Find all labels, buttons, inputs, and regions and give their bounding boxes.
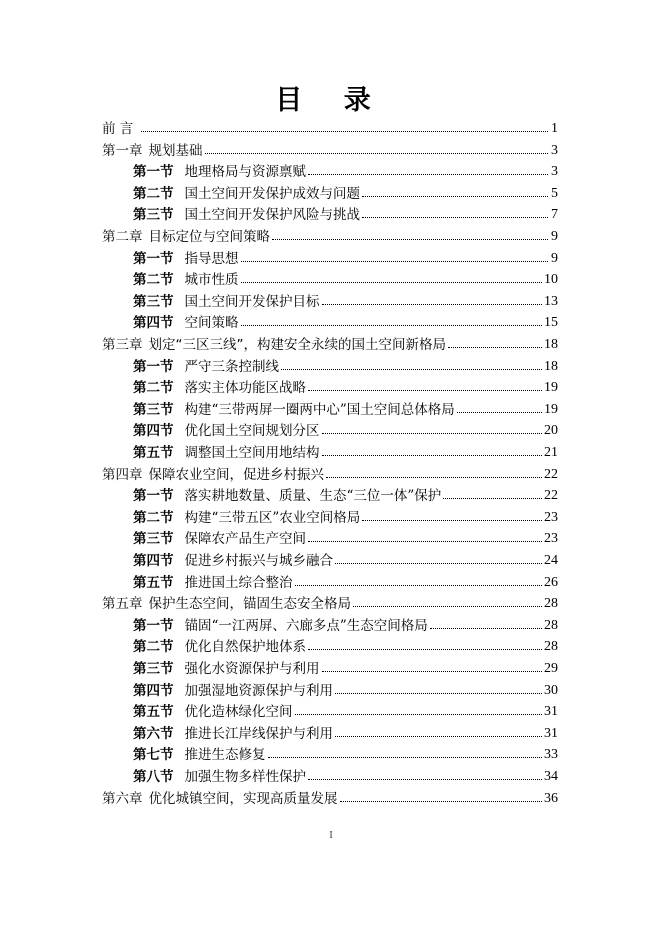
toc-dot-leader [326, 476, 542, 478]
toc-section-entry[interactable] [133, 396, 558, 418]
toc-page-number: 36 [544, 790, 558, 806]
toc-entry-label: 前 言 [102, 121, 134, 137]
toc-section-entry[interactable] [133, 439, 558, 461]
toc-entry-title: 调整国土空间用地结构 [184, 445, 320, 461]
toc-dot-leader [448, 346, 542, 348]
toc-section-entry[interactable] [133, 698, 558, 720]
toc-dot-leader [241, 260, 549, 262]
toc-entry-title: 划定“三区三线”，构建安全永续的国土空间新格局 [148, 337, 446, 353]
toc-page-number: 21 [544, 445, 558, 460]
toc-page-number: 34 [544, 769, 558, 784]
toc-chapter-entry[interactable] [102, 137, 558, 159]
toc-section-entry[interactable] [133, 374, 558, 396]
toc-page-number: 10 [544, 272, 558, 288]
toc-dot-leader [141, 130, 548, 132]
toc-chapter-entry[interactable] [102, 331, 558, 353]
toc-entry-label: 第一节 [133, 250, 174, 267]
page-title: 目 录 [275, 85, 387, 116]
toc-entry-title: 构建“三带五区”农业空间格局 [184, 509, 361, 526]
toc-dot-leader [322, 670, 543, 672]
toc-section-entry[interactable] [133, 417, 558, 439]
toc-dot-leader [340, 800, 543, 802]
toc-entry-label: 第四节 [133, 315, 174, 332]
toc-chapter-entry[interactable] [102, 785, 558, 807]
toc-page-number: 28 [544, 596, 558, 612]
toc-entry-label: 第四节 [133, 682, 174, 699]
toc-dot-leader [272, 238, 548, 240]
toc-section-entry[interactable] [133, 245, 558, 267]
toc-entry-title: 规划基础 [148, 142, 203, 159]
toc-dot-leader [335, 692, 542, 694]
toc-entry-title: 落实主体功能区战略 [184, 380, 306, 397]
toc-page-number: 33 [544, 747, 558, 763]
toc-entry-label: 第八节 [133, 769, 174, 785]
toc-page-number: 28 [544, 617, 558, 633]
toc-section-entry[interactable] [133, 763, 558, 785]
toc-entry-label: 第二节 [133, 639, 174, 656]
toc-dot-leader [430, 627, 542, 629]
toc-entry-label: 第四章 [102, 466, 143, 483]
toc-entry-label: 第三节 [133, 661, 174, 677]
toc-entry-label: 第三节 [133, 293, 174, 310]
toc-entry-label: 第四节 [133, 553, 174, 569]
toc-entry-title: 优化国土空间规划分区 [184, 423, 320, 440]
toc-page-number: 7 [551, 207, 558, 223]
toc-dot-leader [241, 324, 543, 326]
toc-dot-leader [308, 389, 542, 391]
toc-entry-label: 第一节 [133, 164, 174, 181]
toc-dot-leader [322, 303, 543, 305]
toc-entry-title: 优化自然保护地体系 [184, 639, 306, 656]
toc-dot-leader [308, 778, 542, 780]
toc-dot-leader [335, 562, 542, 564]
toc-page-number: 18 [544, 337, 558, 352]
toc-dot-leader [353, 605, 542, 607]
toc-dot-leader [281, 368, 542, 370]
toc-dot-leader [335, 735, 542, 737]
toc-entry-title: 落实耕地数量、质量、生态“三位一体”保护 [184, 488, 442, 505]
toc-entry-title: 推进长江岸线保护与利用 [184, 725, 333, 742]
toc-page-number: 30 [544, 682, 558, 698]
toc-page-number: 20 [544, 423, 558, 439]
toc-entry-title: 严守三条控制线 [184, 358, 279, 375]
toc-page-number: 13 [544, 293, 558, 309]
toc-section-entry[interactable] [133, 612, 558, 634]
toc-entry-label: 第三节 [133, 207, 174, 224]
toc-section-entry[interactable] [133, 677, 558, 699]
toc-dot-leader [362, 519, 542, 521]
toc-page-number: 22 [544, 488, 558, 504]
toc-entry-title: 空间策略 [184, 315, 239, 332]
toc-entry-label: 第一节 [133, 488, 174, 505]
toc-page-number: 15 [544, 315, 558, 331]
toc-entry-title: 加强湿地资源保护与利用 [184, 682, 333, 699]
toc-page-number: 29 [544, 661, 558, 676]
toc-page-number: 23 [544, 509, 558, 525]
toc-entry-title: 地理格局与资源禀赋 [184, 164, 306, 181]
toc-section-entry[interactable] [133, 288, 558, 310]
toc-entry-label: 第四节 [133, 423, 174, 440]
toc-entry-label: 第一节 [133, 358, 174, 375]
toc-page-number: 19 [544, 380, 558, 396]
toc-page-number: 3 [551, 164, 558, 180]
toc-page-number: 9 [551, 250, 558, 266]
toc-entry-label: 第二章 [102, 229, 143, 245]
toc-page-number: 31 [544, 725, 558, 741]
toc-dot-leader [308, 540, 542, 542]
toc-entry-label: 第五节 [133, 574, 174, 591]
toc-dot-leader [295, 713, 543, 715]
toc-entry-label: 第七节 [133, 747, 174, 764]
toc-entry-title: 国土空间开发保护目标 [184, 293, 320, 310]
toc-entry-label: 第一节 [133, 617, 174, 634]
toc-entry-title: 保障农业空间，促进乡村振兴 [148, 466, 324, 483]
page-number-footer: I [329, 830, 333, 841]
toc-section-entry[interactable] [133, 741, 558, 763]
toc-entry-title: 国土空间开发保护风险与挑战 [184, 207, 360, 224]
toc-section-entry[interactable] [133, 525, 558, 547]
toc-entry-label: 第六节 [133, 725, 174, 742]
toc-page-number: 18 [544, 358, 558, 374]
toc-entry-label: 第六章 [102, 790, 143, 807]
toc-entry-title: 保障农产品生产空间 [184, 531, 306, 548]
toc-page-number: 24 [544, 553, 558, 568]
toc-entry-title: 优化城镇空间，实现高质量发展 [148, 790, 338, 807]
toc-dot-leader [308, 173, 548, 175]
toc-dot-leader [308, 648, 542, 650]
toc-entry-title: 推进生态修复 [184, 747, 266, 764]
toc-entry-label: 第一章 [102, 142, 143, 159]
toc-dot-leader [457, 411, 542, 413]
toc-entry-label: 第二节 [133, 272, 174, 289]
toc-section-entry[interactable] [133, 720, 558, 742]
toc-section-entry[interactable] [133, 266, 558, 288]
toc-page-number: 28 [544, 639, 558, 655]
toc-section-entry[interactable] [133, 633, 558, 655]
toc-entry-label: 第三章 [102, 337, 143, 353]
toc-dot-leader [322, 454, 543, 456]
toc-entry-label: 第三节 [133, 531, 174, 548]
toc-dot-leader [362, 216, 548, 218]
toc-section-entry[interactable] [133, 504, 558, 526]
toc-entry-title: 国土空间开发保护成效与问题 [184, 185, 360, 202]
toc-section-entry[interactable] [133, 547, 558, 569]
toc-entry-title: 指导思想 [184, 250, 239, 267]
toc-entry-title: 强化水资源保护与利用 [184, 661, 320, 677]
toc-entry-label: 第三节 [133, 401, 174, 418]
toc-section-entry[interactable] [133, 309, 558, 331]
toc-dot-leader [362, 195, 548, 197]
toc-entry-title: 促进乡村振兴与城乡融合 [184, 553, 333, 569]
toc-section-entry[interactable] [133, 655, 558, 677]
toc-entry-title: 保护生态空间，锚固生态安全格局 [148, 596, 351, 613]
toc-entry-title: 构建“三带两屏一圈两中心”国土空间总体格局 [184, 401, 455, 418]
toc-page-number: 23 [544, 531, 558, 547]
toc-page-number: 5 [551, 185, 558, 201]
toc-page-number: 9 [551, 229, 558, 244]
toc-page-number: 26 [544, 574, 558, 590]
toc-dot-leader [322, 432, 543, 434]
toc-chapter-entry[interactable] [102, 590, 558, 612]
toc-chapter-entry[interactable] [102, 461, 558, 483]
toc-chapter-entry[interactable] [102, 223, 558, 245]
toc-entry-label: 第二节 [133, 509, 174, 526]
toc-page-number: 3 [551, 142, 558, 158]
toc-dot-leader [241, 281, 543, 283]
toc-dot-leader [295, 584, 543, 586]
toc-section-entry[interactable] [133, 180, 558, 202]
toc-page-number: 31 [544, 704, 558, 720]
toc-dot-leader [443, 497, 542, 499]
toc-section-entry[interactable] [133, 353, 558, 375]
toc-dot-leader [205, 152, 549, 154]
toc-entry-title: 锚固“一江两屏、六廊多点”生态空间格局 [184, 617, 428, 634]
toc-entry-title: 城市性质 [184, 272, 239, 289]
toc-section-entry[interactable] [133, 201, 558, 223]
toc-entry-title: 目标定位与空间策略 [148, 229, 270, 245]
toc-entry-title: 推进国土综合整治 [184, 574, 293, 591]
toc-dot-leader [268, 756, 543, 758]
toc-entry-label: 第二节 [133, 185, 174, 202]
toc-page-number: 1 [551, 121, 558, 136]
toc-entry-title: 优化造林绿化空间 [184, 704, 293, 721]
toc-section-entry[interactable] [133, 482, 558, 504]
toc-entry-label: 第二节 [133, 380, 174, 397]
toc-page-number: 19 [544, 401, 558, 417]
toc-section-entry[interactable] [133, 569, 558, 591]
toc-entry-title: 加强生物多样性保护 [184, 769, 306, 785]
toc-page-number: 22 [544, 466, 558, 482]
toc-section-entry[interactable] [133, 158, 558, 180]
toc-entry-label: 第五章 [102, 596, 143, 613]
toc-entry-label: 第五节 [133, 445, 174, 461]
toc-chapter-entry[interactable] [102, 115, 558, 137]
toc-entry-label: 第五节 [133, 704, 174, 721]
